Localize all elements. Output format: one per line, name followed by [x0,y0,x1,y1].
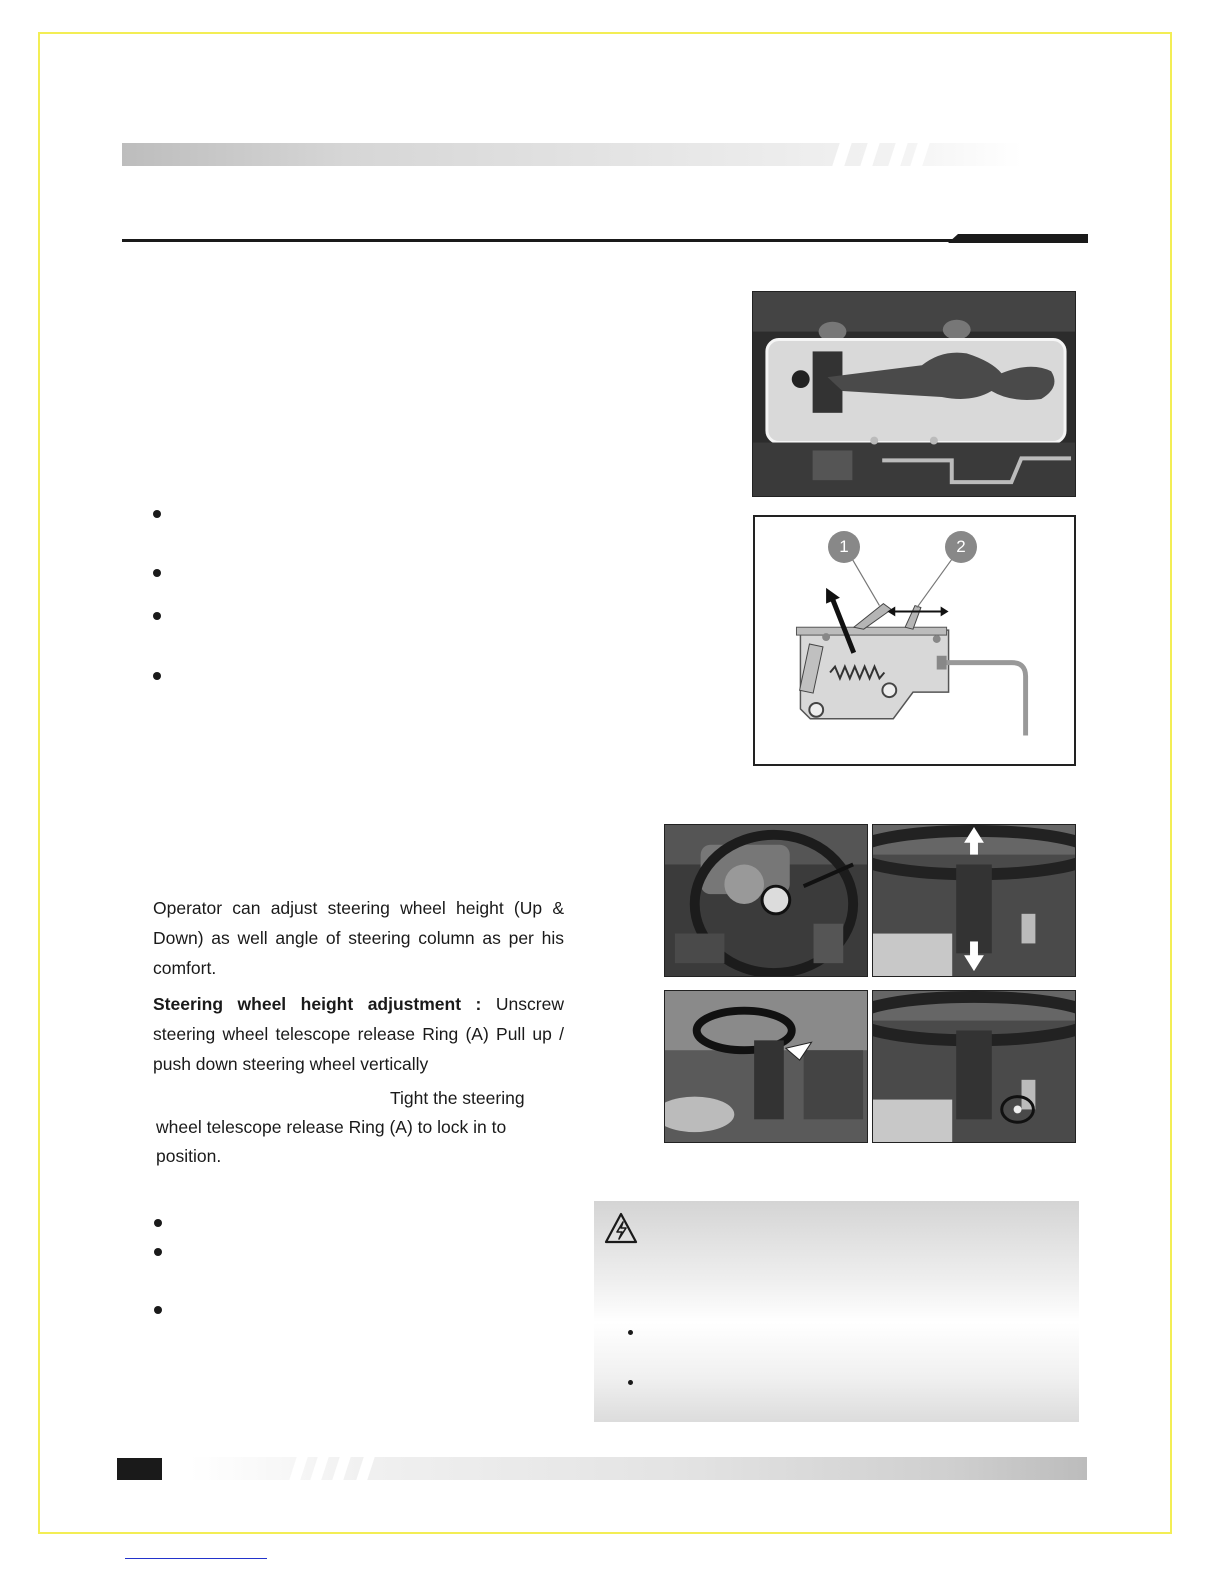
bullet-marker [153,672,161,680]
caution-box [594,1201,1079,1422]
lock-ring-paragraph: Tight the steering wheel telescope release Ring (A) to lock in to position. [156,1088,525,1166]
warning-triangle-icon [604,1211,638,1245]
hand-lever-photo [752,291,1076,497]
callout-2: 2 [945,531,977,563]
lever-mechanism-diagram [753,515,1076,766]
caution-bullet-marker [628,1380,633,1385]
steering-ring-photo [664,824,868,977]
callout-1: 1 [828,531,860,563]
page-number-box [117,1458,162,1480]
caution-bullet-marker [628,1330,633,1335]
header-band [122,143,1022,166]
steering-angle-photo [664,990,868,1143]
height-adjustment-heading: Steering wheel height adjustment : [153,994,482,1014]
bullet-marker [153,569,161,577]
height-adjustment-text: Unscrew steering wheel telescope release Ring (A) Pull up / push down steering wheel vertically [153,994,564,1074]
header-rule [122,239,1088,242]
bullet-marker [154,1306,162,1314]
height-adjustment-paragraph [153,989,564,1079]
bottom-link-underline[interactable] [125,1558,267,1559]
steering-height-photo [872,824,1076,977]
bullet-marker [153,612,161,620]
bullet-marker [154,1248,162,1256]
footer-band [190,1457,1087,1480]
intro-paragraph: Operator can adjust steering wheel height (Up & Down) as well angle of steering column as per his comfort. [153,898,564,978]
steering-lock-ring-photo [872,990,1076,1143]
header-tab [948,234,1088,243]
bullet-marker [154,1219,162,1227]
bullet-marker [153,510,161,518]
